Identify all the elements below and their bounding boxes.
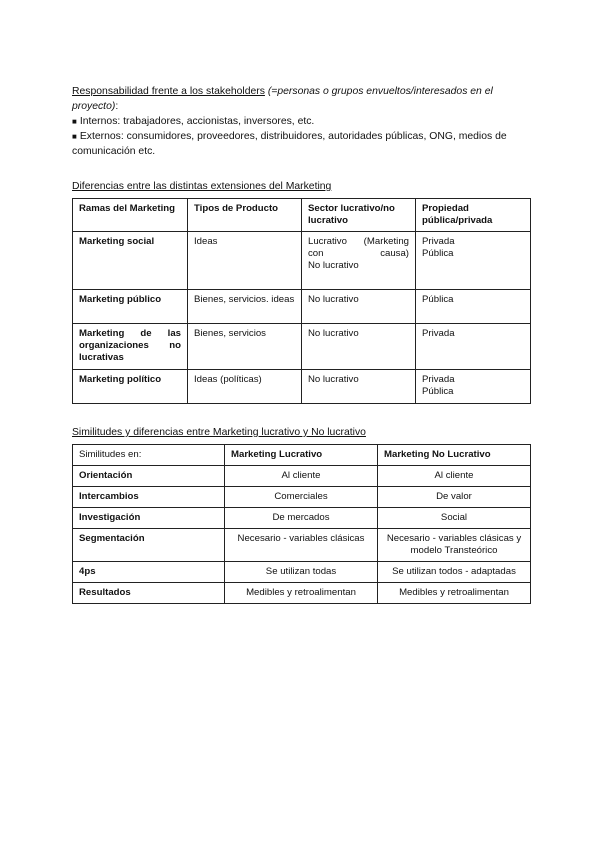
table-row [73,487,531,508]
no-lucrativo-cell: Se utilizan todos - adaptadas [378,562,531,583]
sector-line-2: No lucrativo [308,260,359,271]
stakeholders-colon: : [115,101,119,112]
internos-text: Internos: trabajadores, accionistas, inversores, etc. [79,116,315,127]
aspecto-cell: Investigación [73,508,225,529]
lucrativo-cell: Al cliente [225,466,378,487]
tipo-cell: Bienes, servicios. ideas [188,290,302,324]
aspecto-cell: Intercambios [73,487,225,508]
sector-cell [302,232,416,290]
table-row [73,529,531,562]
aspecto-cell: Orientación [73,466,225,487]
no-lucrativo-cell: Medibles y retroalimentan [378,583,531,604]
table-header-row [73,445,531,466]
header-ramas: Ramas del Marketing [73,199,188,232]
no-lucrativo-cell: Social [378,508,531,529]
aspecto-cell: Resultados [73,583,225,604]
propiedad-cell: Privada [416,324,531,370]
header-similitudes: Similitudes en: [73,445,225,466]
no-lucrativo-cell: De valor [378,487,531,508]
table-row [73,290,531,324]
sector-cell: No lucrativo [302,324,416,370]
table-row [73,508,531,529]
header-lucrativo: Marketing Lucrativo [225,445,378,466]
table-header-row [73,199,531,232]
externos-text: Externos: consumidores, proveedores, distribuidores, autoridades públicas, ONG, medios de comunicación etc. [72,131,507,157]
no-lucrativo-cell: Necesario - variables clásicas y modelo Transteórico [378,529,531,562]
lucrativo-cell: Se utilizan todas [225,562,378,583]
table-row [73,466,531,487]
sector-cell: No lucrativo [302,290,416,324]
tipo-cell: Ideas (políticas) [188,370,302,404]
propiedad-line-1: Privada [422,374,455,385]
propiedad-line-1: Privada [422,236,455,247]
aspecto-cell: 4ps [73,562,225,583]
externos-item [72,129,530,159]
propiedad-cell [416,232,531,290]
lucrativo-cell: De mercados [225,508,378,529]
table-row [73,324,531,370]
aspecto-cell: Segmentación [73,529,225,562]
propiedad-cell: Pública [416,290,531,324]
propiedad-line-2: Pública [422,248,454,259]
propiedad-cell [416,370,531,404]
lucrativo-cell: Medibles y retroalimentan [225,583,378,604]
no-lucrativo-cell: Al cliente [378,466,531,487]
marketing-extensions-table [72,198,531,404]
sector-line-1: Lucrativo (Marketing con causa) [308,236,409,259]
sector-cell: No lucrativo [302,370,416,404]
rama-cell: Marketing político [73,370,188,404]
bullet-icon: ■ [72,117,77,126]
stakeholders-paragraph [72,84,530,114]
rama-cell: Marketing social [73,232,188,290]
rama-cell: Marketing de las organizaciones no lucrativas [73,324,188,370]
header-no-lucrativo: Marketing No Lucrativo [378,445,531,466]
rama-cell: Marketing público [73,290,188,324]
internos-item [72,114,530,129]
lucrativo-cell: Comerciales [225,487,378,508]
lucrativo-comparison-table [72,444,531,604]
document-page [72,84,530,604]
bullet-icon: ■ [72,132,77,141]
table-row [73,370,531,404]
table-row [73,583,531,604]
propiedad-line-2: Pública [422,386,454,397]
table1-heading: Diferencias entre las distintas extensiones del Marketing [72,181,332,192]
stakeholders-note: (=personas o grupos envueltos/interesados en el proyecto) [72,86,493,112]
tipo-cell: Bienes, servicios [188,324,302,370]
header-tipos: Tipos de Producto [188,199,302,232]
stakeholders-title: Responsabilidad frente a los stakeholders [72,86,265,97]
lucrativo-cell: Necesario - variables clásicas [225,529,378,562]
table-row [73,562,531,583]
table-row [73,232,531,290]
header-propiedad: Propiedad pública/privada [416,199,531,232]
table2-heading: Similitudes y diferencias entre Marketing lucrativo y No lucrativo [72,427,366,438]
tipo-cell: Ideas [188,232,302,290]
header-sector: Sector lucrativo/no lucrativo [302,199,416,232]
